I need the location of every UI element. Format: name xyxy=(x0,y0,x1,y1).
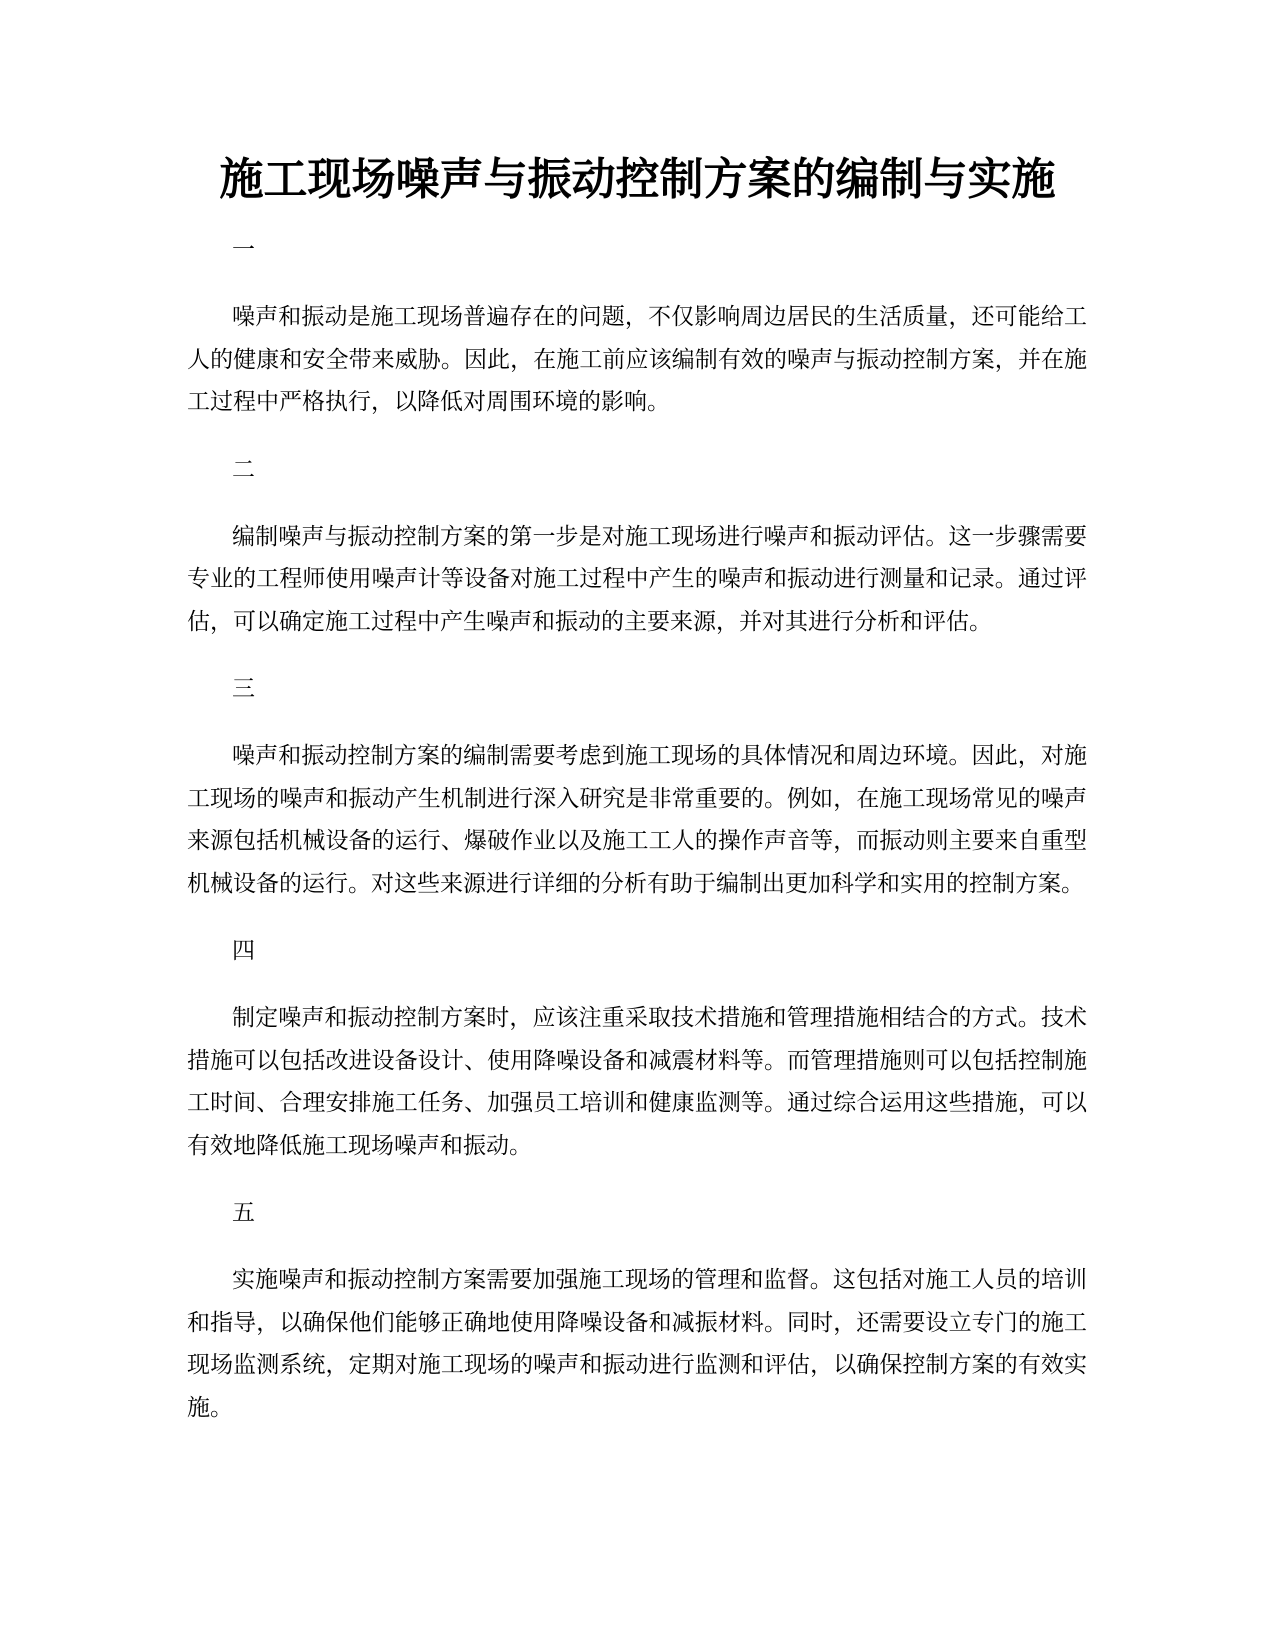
section-5 xyxy=(187,1191,1087,1429)
document-content xyxy=(187,228,1087,1453)
section-paragraph: 编制噪声与振动控制方案的第一步是对施工现场进行噪声和振动评估。这一步骤需要专业的工程师使用噪声计等设备对施工过程中产生的噪声和振动进行测量和记录。通过评估，可以确定施工过程中产生噪声和振动的主要来源，并对其进行分析和评估。 xyxy=(187,523,1087,635)
section-paragraph: 噪声和振动是施工现场普遍存在的问题，不仅影响周边居民的生活质量，还可能给工人的健康和安全带来威胁。因此，在施工前应该编制有效的噪声与振动控制方案，并在施工过程中严格执行，以降低对周围环境的影响。 xyxy=(187,304,1087,415)
section-1 xyxy=(187,228,1087,424)
section-paragraph: 制定噪声和振动控制方案时，应该注重采取技术措施和管理措施相结合的方式。技术措施可以包括改进设备设计、使用降噪设备和减震材料等。而管理措施则可以包括控制施工时间、合理安排施工任务、加强员工培训和健康监测等。通过综合运用这些措施，可以有效地降低施工现场噪声和振动。 xyxy=(187,1005,1087,1159)
section-4 xyxy=(187,929,1087,1167)
section-3 xyxy=(187,667,1087,905)
section-number: 二 xyxy=(232,456,255,483)
section-paragraph: 实施噪声和振动控制方案需要加强施工现场的管理和监督。这包括对施工人员的培训和指导，以确保他们能够正确地使用降噪设备和减振材料。同时，还需要设立专门的施工现场监测系统，定期对施工现场的噪声和振动进行监测和评估，以确保控制方案的有效实施。 xyxy=(187,1267,1087,1421)
section-paragraph: 噪声和振动控制方案的编制需要考虑到施工现场的具体情况和周边环境。因此，对施工现场的噪声和振动产生机制进行深入研究是非常重要的。例如，在施工现场常见的噪声来源包括机械设备的运行、爆破作业以及施工工人的操作声音等，而振动则主要来自重型机械设备的运行。对这些来源进行详细的分析有助于编制出更加科学和实用的控制方案。 xyxy=(187,743,1087,897)
section-2 xyxy=(187,448,1087,644)
section-number: 五 xyxy=(232,1200,255,1226)
section-number: 四 xyxy=(232,938,255,964)
section-number: 三 xyxy=(232,676,255,702)
section-number: 一 xyxy=(232,237,255,263)
document-title: 施工现场噪声与振动控制方案的编制与实施 xyxy=(219,154,1056,205)
